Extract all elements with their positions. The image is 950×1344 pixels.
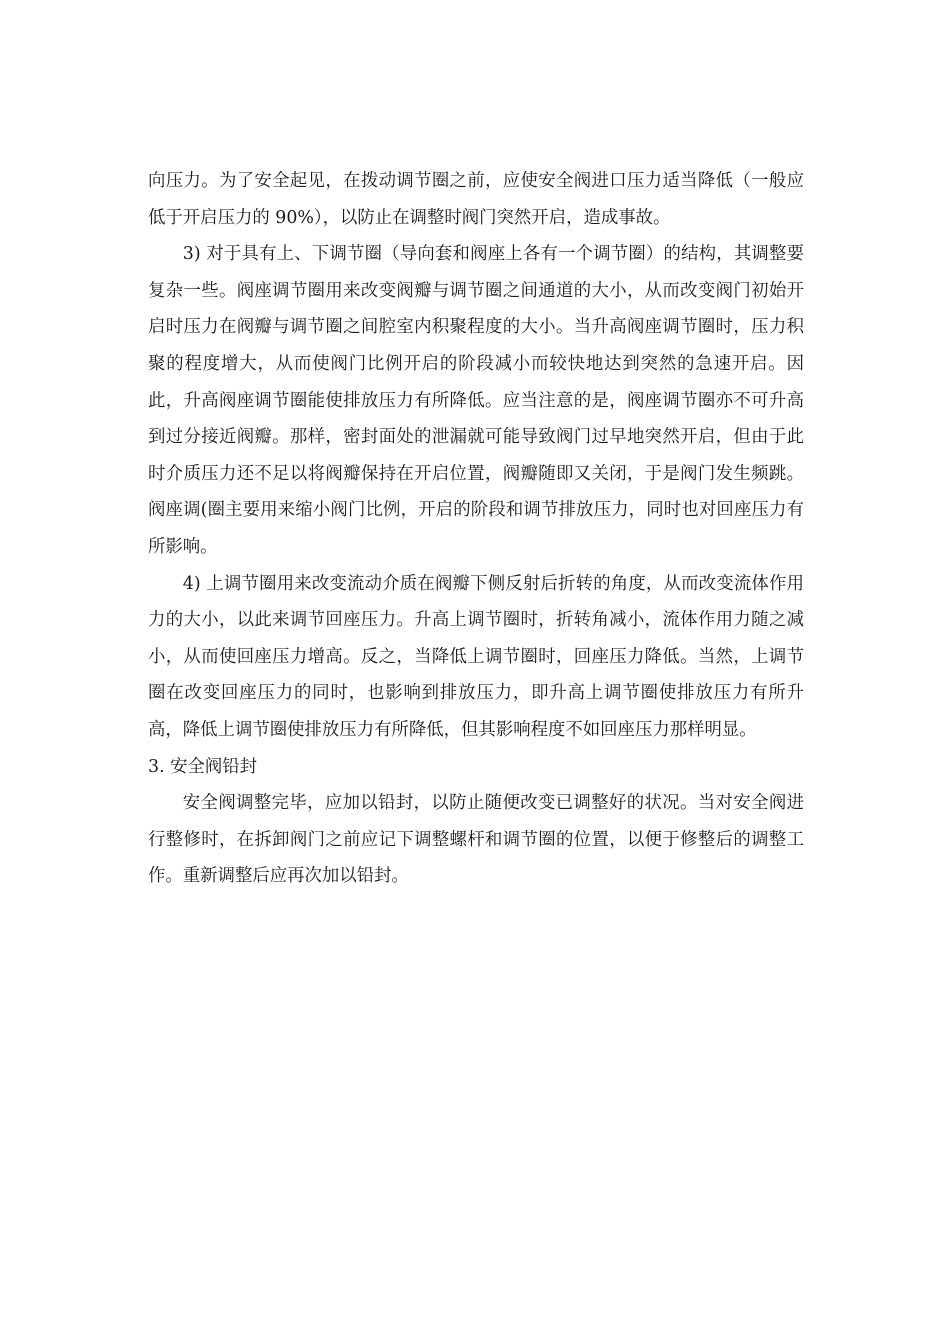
section-heading: 3. 安全阀铅封 [148, 756, 258, 777]
paragraph-item-3: 3) 对于具有上、下调节圈（导向套和阀座上各有一个调节圈）的结构，其调整要复杂一些。阀座调节圈用来改变阀瓣与调节圈之间通道的大小，从而改变阀门初始开启时压力在阀瓣与调节圈之间腔室内积聚程度的大小。当升高阀座调节圈时，压力积聚的程度增大，从而使阀门比例开启的阶段减小而较快地达到突然的急速开启。因此，升高阀座调节圈能使排放压力有所降低。应当注意的是，阀座调节圈亦不可升高到过分接近阀瓣。那样，密封面处的泄漏就可能导致阀门过早地突然开启，但由于此时介质压力还不足以将阀瓣保持在开启位置，阀瓣随即又关闭，于是阀门发生频跳。阀座调(圈主要用来缩小阀门比例，开启的阶段和调节排放压力，同时也对回座压力有所影响。 [148, 244, 804, 557]
section-body-paragraph: 安全阀调整完毕，应加以铅封，以防止随便改变已调整好的状况。当对安全阀进行整修时，在拆卸阀门之前应记下调整螺杆和调节圈的位置，以便于修整后的调整工作。重新调整后应再次加以铅封。 [148, 793, 804, 887]
document-body [148, 163, 804, 895]
paragraph-continuation: 向压力。为了安全起见，在拨动调节圈之前，应使安全阀进口压力适当降低（一般应低于开启压力的 90%），以防止在调整时阀门突然开启，造成事故。 [148, 171, 804, 228]
paragraph-item-4: 4) 上调节圈用来改变流动介质在阀瓣下侧反射后折转的角度，从而改变流体作用力的大小，以此来调节回座压力。升高上调节圈时，折转角减小，流体作用力随之减小，从而使回座压力增高。反之，当降低上调节圈时，回座压力降低。当然，上调节圈在改变回座压力的同时，也影响到排放压力，即升高上调节圈使排放压力有所升高，降低上调节圈使排放压力有所降低，但其影响程度不如回座压力那样明显。 [148, 573, 804, 740]
